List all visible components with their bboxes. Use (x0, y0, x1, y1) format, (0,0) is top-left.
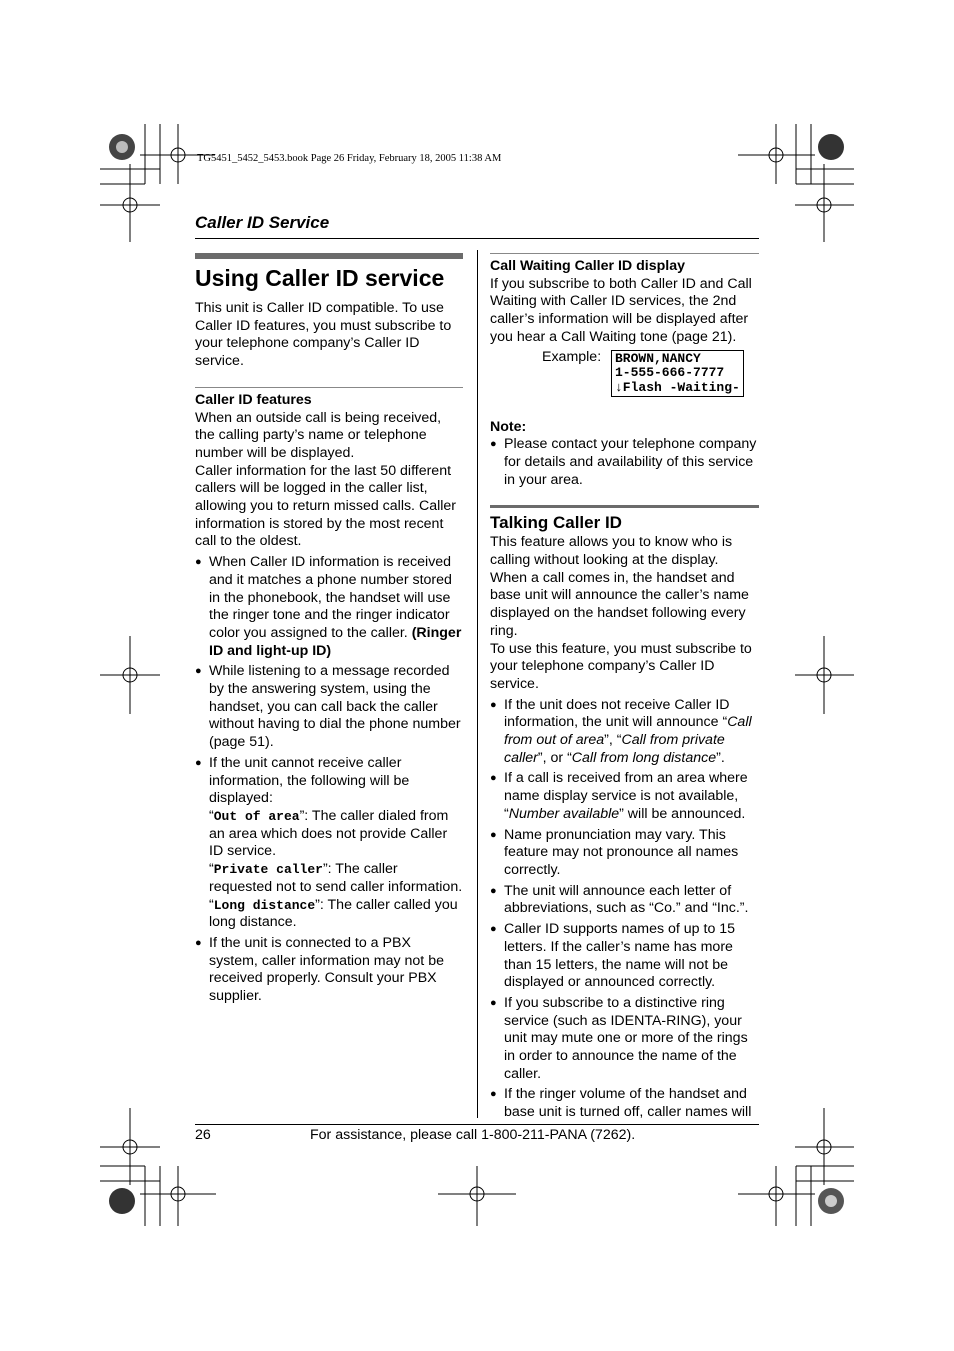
page-number: 26 (195, 1127, 211, 1143)
divider (490, 253, 759, 254)
note-heading: Note: (490, 418, 527, 435)
section-title: Caller ID Service (195, 213, 330, 232)
right-column (490, 253, 759, 1122)
title-bar (195, 253, 463, 259)
print-header: TG5451_5452_5453.book Page 26 Friday, February 18, 2005 11:38 AM (197, 153, 502, 164)
lcd-line-3: ↓Flash -Waiting- (615, 379, 740, 395)
example-block (490, 349, 759, 405)
bullet-icon: ● (490, 996, 497, 1009)
talking-paragraph-1: This feature allows you to know who is calling without looking at the display. When a call comes in, the handset and base unit will announce the caller’s name displayed on the handset following every ring. (490, 534, 749, 639)
bullet-icon: ● (490, 772, 497, 785)
note-list (490, 436, 759, 489)
bullet-icon: ● (195, 665, 202, 678)
list-item: ● If a call is received from an area where name display service is not available, “Number available” will be announced. (490, 770, 748, 822)
talking-list (490, 697, 759, 1122)
features-paragraph-1: When an outside call is being received, the calling party’s name or telephone number will be displayed. (195, 409, 442, 461)
list-item: ● Name pronunciation may vary. This feature may not pronounce all names correctly. (490, 826, 739, 878)
private-caller-code: Private caller (213, 862, 323, 878)
talking-heading: Talking Caller ID (490, 513, 622, 533)
list-item: ● While listening to a message recorded by the answering system, using the handset, you can call back the caller without having to dial the phone number (page 51). (195, 663, 461, 751)
page-title: Using Caller ID service (195, 265, 445, 291)
lcd-line-1: BROWN,NANCY (615, 350, 701, 366)
list-item: ● The unit will announce each letter of abbreviations, such as “Co.” and “Inc.”. (490, 882, 749, 917)
bullet-icon: ● (490, 438, 497, 451)
list-item: ● Caller ID supports names of up to 15 letters. If the caller’s name has more than 15 letters, the name will not be displayed or announced correctly. (490, 921, 736, 991)
long-distance-code: Long distance (213, 897, 316, 913)
example-label: Example: (542, 348, 602, 365)
bullet-icon: ● (195, 756, 202, 769)
list-item: ● If the unit is connected to a PBX system, caller information may not be received properly. Consult your PBX supplier. (195, 934, 444, 1005)
lcd-line-2: 1-555-666-7777 (615, 365, 725, 381)
features-list (195, 554, 463, 1006)
bullet-icon: ● (490, 1088, 497, 1101)
call-waiting-heading: Call Waiting Caller ID display (490, 258, 685, 274)
lcd-display (611, 350, 744, 398)
list-item: ● Please contact your telephone company for details and availability of this service in your area. (490, 436, 757, 488)
call-waiting-paragraph: If you subscribe to both Caller ID and Call Waiting with Caller ID services, the 2nd caller’s information will be displayed after you hear a Call Waiting tone (page 21). (490, 275, 752, 345)
list-item: ● If the unit does not receive Caller ID information, the unit will announce “Call from out of area”, “Call from private caller”, or “Call from long distance”. (490, 696, 752, 766)
list-item: ● If you subscribe to a distinctive ring service (such as IDENTA-RING), your unit may mute one or more of the rings in order to announce the name of the caller. (490, 994, 748, 1082)
talking-paragraph-2: To use this feature, you must subscribe to your telephone company’s Caller ID service. (490, 640, 752, 692)
list-item: ● If the unit cannot receive caller information, the following will be displayed: “Out of area”: The caller dialed from an area which does not provide Caller ID service. “Private caller”: The caller requested not to send caller information. “Long distance”: The caller called you long distance. (195, 754, 463, 931)
bullet-icon: ● (490, 884, 497, 897)
list-item: ● When Caller ID information is received and it matches a phone number stored in the phonebook, the handset will use the ringer tone and the ringer indicator color you assigned to the caller. (Ringer ID and light-up ID) (195, 554, 462, 659)
column-divider (477, 250, 478, 1118)
divider (195, 387, 463, 388)
assistance-text: For assistance, please call 1-800-211-PANA (7262). (310, 1127, 636, 1143)
features-heading: Caller ID features (195, 391, 312, 408)
list-item: ● If the ringer volume of the handset and base unit is turned off, caller names will (490, 1086, 752, 1121)
bullet-icon: ● (490, 828, 497, 841)
footer-rule (195, 1124, 759, 1125)
features-paragraph-2: Caller information for the last 50 different callers will be logged in the caller list, allowing you to return missed calls. Caller information is stored by the most recent call to the oldest. (195, 462, 457, 550)
bullet-icon: ● (490, 923, 497, 936)
section-title-rule (195, 238, 759, 239)
out-of-area-code: Out of area (213, 808, 300, 824)
left-column (195, 253, 463, 1006)
bullet-icon: ● (195, 556, 202, 569)
intro-paragraph: This unit is Caller ID compatible. To use Caller ID features, you must subscribe to your telephone company’s Caller ID service. (195, 300, 452, 370)
talking-bar (490, 505, 759, 508)
bullet-icon: ● (490, 698, 497, 711)
bullet-icon: ● (195, 936, 202, 949)
